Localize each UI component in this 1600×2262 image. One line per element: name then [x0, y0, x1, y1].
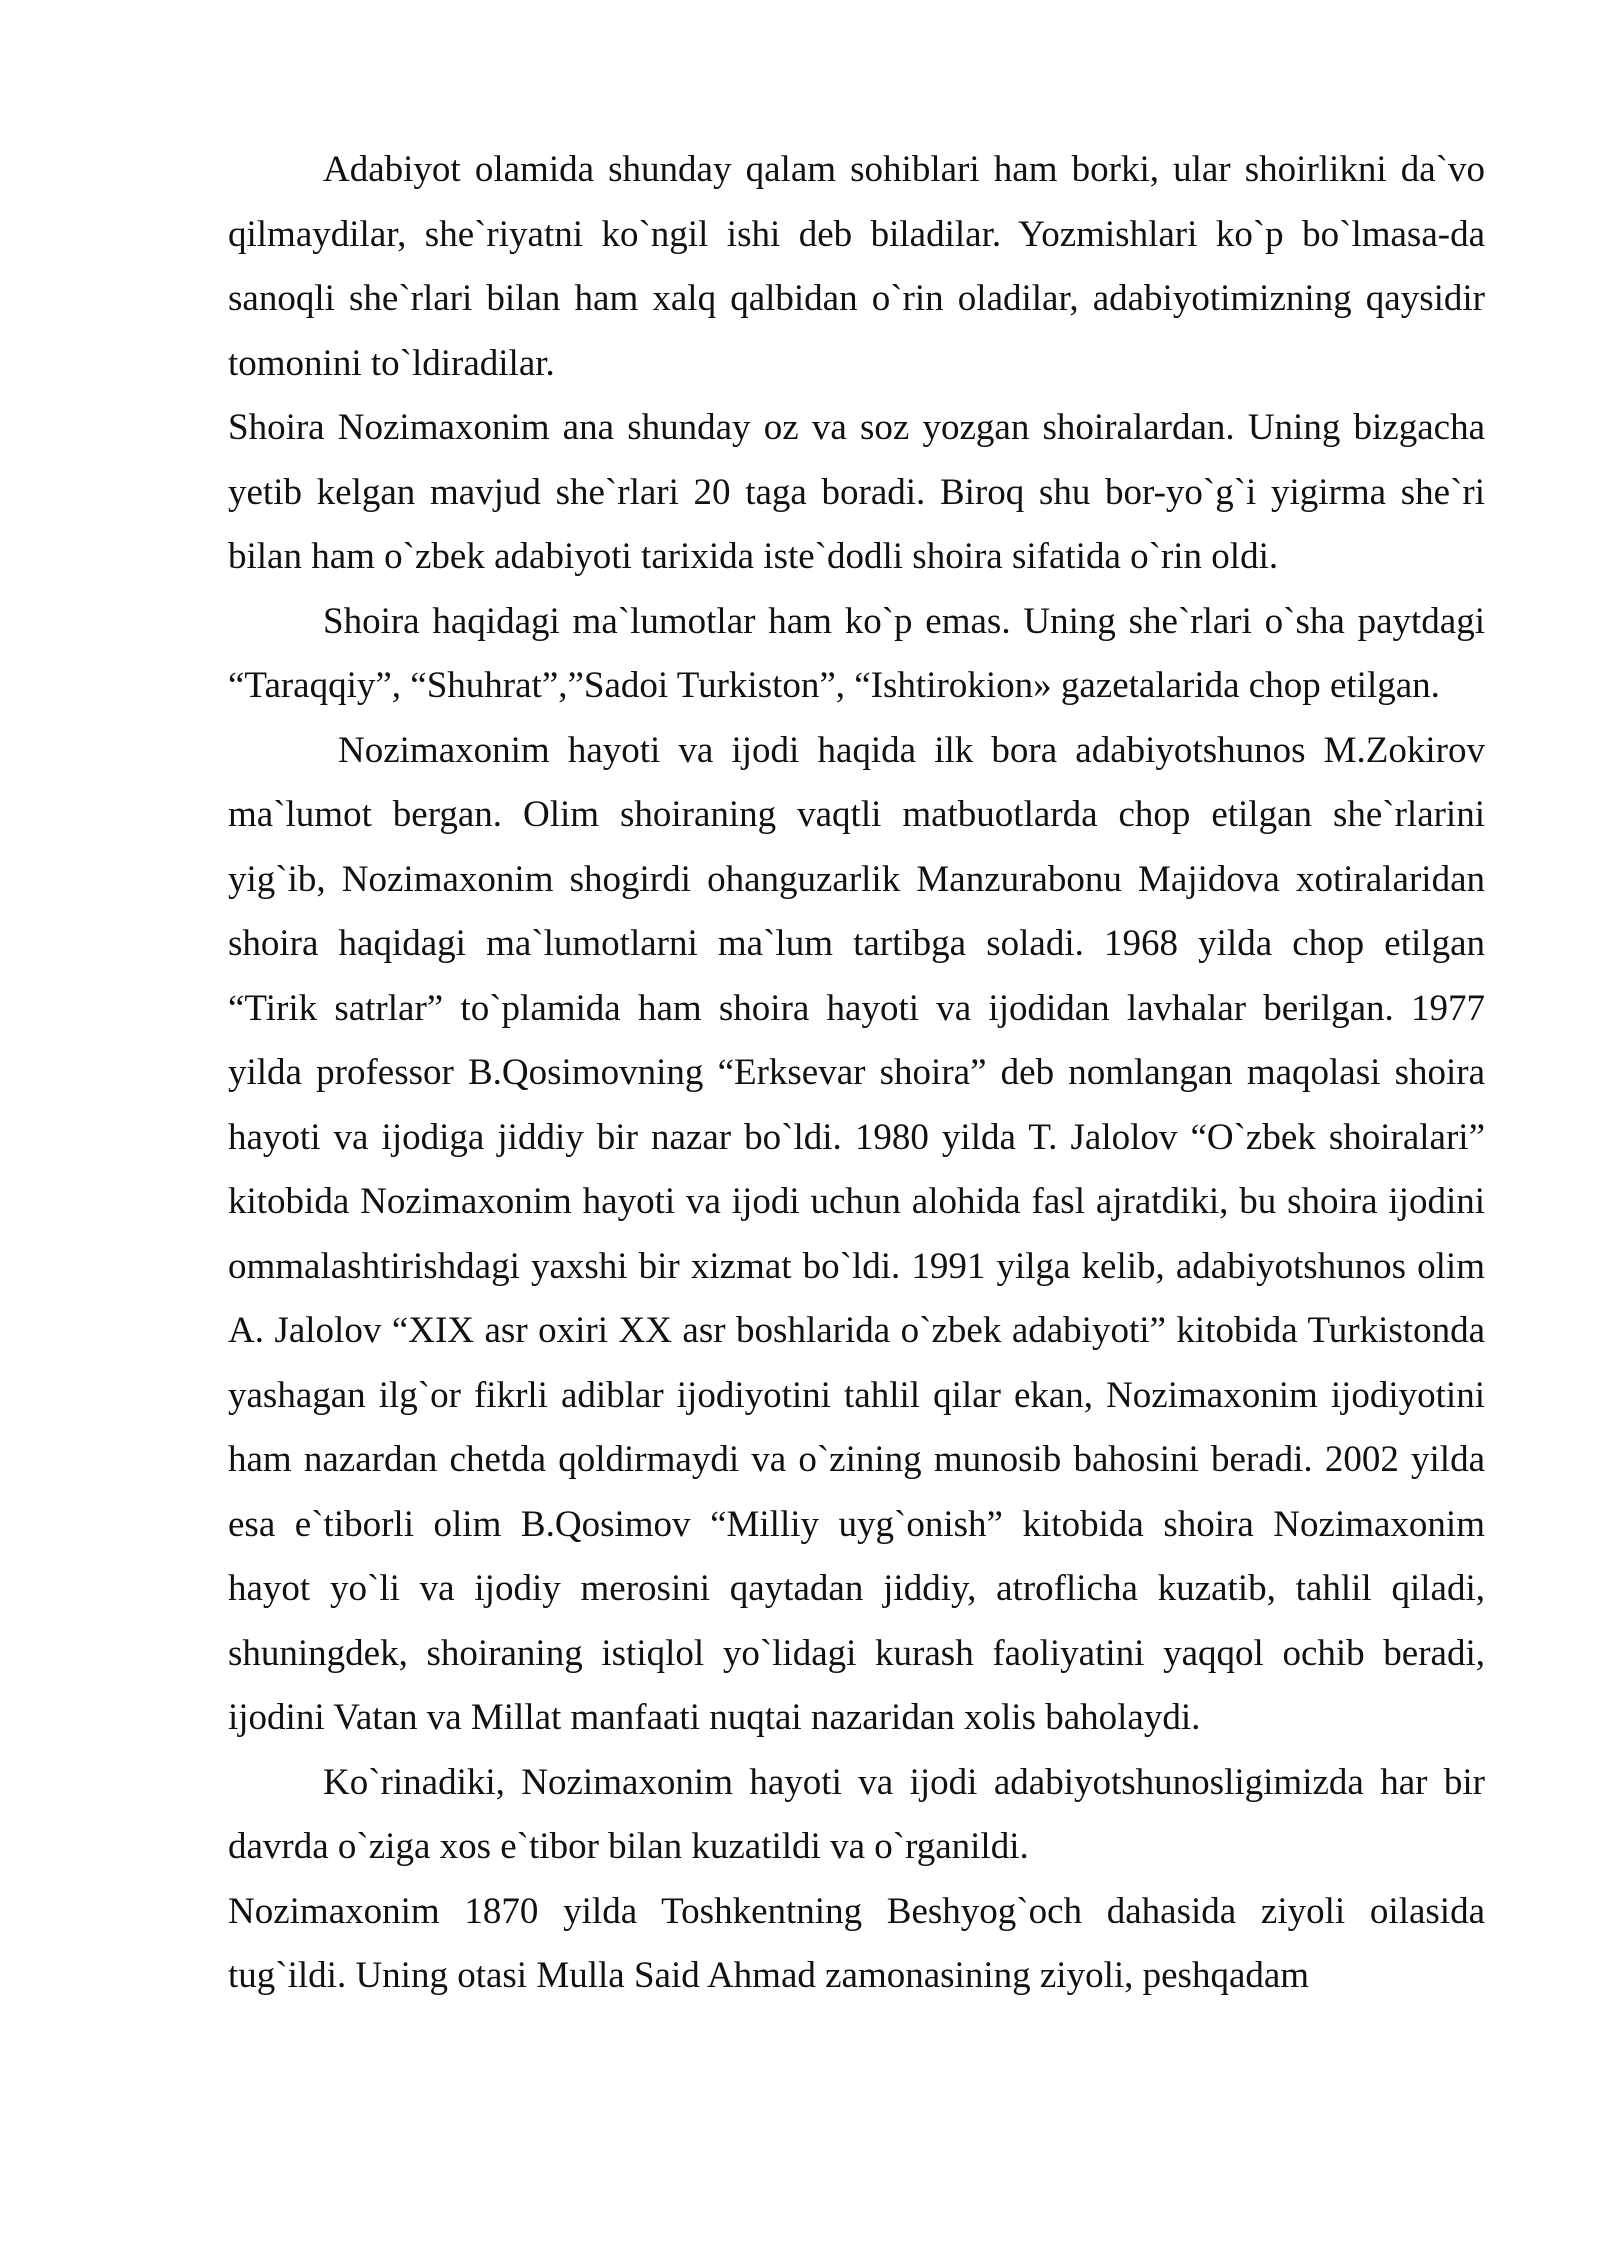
paragraph-poet-introduction: Shoira Nozimaxonim ana shunday oz va soz yozgan shoiralardan. Uning bizgacha yetib kelgan mavjud she`rlari 20 taga boradi. Biroq shu bor-yo`g`i yigirma she`ri bilan ham o`zbek adabiyoti tarixida iste`dodli shoira sifatida o`rin oldi. — [228, 407, 1485, 577]
paragraph-research-history: Nozimaxonim hayoti va ijodi haqida ilk bora adabiyotshunos M.Zokirov ma`lumot bergan. Olim shoiraning vaqtli matbuotlarda chop etilgan she`rlarini yig`ib, Nozimaxonim shogirdi ohanguzarlik Manzurabonu Majidova xotiralaridan shoira haqidagi ma`lumotlarni ma`lum tartibga soladi. 1968 yilda chop etilgan “Tirik satrlar” to`plamida ham shoira hayoti va ijodidan lavhalar berilgan. 1977 yilda professor B.Qosimovning “Erksevar shoira” deb nomlangan maqolasi shoira hayoti va ijodiga jiddiy bir nazar bo`ldi. 1980 yilda T. Jalolov “O`zbek shoiralari” kitobida Nozimaxonim hayoti va ijodi uchun alohida fasl ajratdiki, bu shoira ijodini ommalashtirishdagi yaxshi bir xizmat bo`ldi. 1991 yilga kelib, adabiyotshunos olim A. Jalolov “XIX asr oxiri XX asr boshlarida o`zbek adabiyoti” kitobida Turkistonda yashagan ilg`or fikrli adiblar ijodiyotini tahlil qilar ekan, Nozimaxonim ijodiyotini ham nazardan chetda qoldirmaydi va o`zining munosib bahosini beradi. 2002 yilda esa e`tiborli olim B.Qosimov “Milliy uyg`onish” kitobida shoira Nozimaxonim hayot yo`li va ijodiy merosini qaytadan jiddiy, atroflicha kuzatib, tahlil qiladi, shuningdek, shoiraning istiqlol yo`lidagi kurash faoliyatini yaqqol ochib beradi, ijodini Vatan va Millat manfaati nuqtai nazaridan xolis baholaydi. — [228, 729, 1485, 1738]
paragraph-literary-intro: Adabiyot olamida shunday qalam sohiblari ham borki, ular shoirlikni da`vo qilmaydilar, she`riyatni ko`ngil ishi deb biladilar. Yozmishlari ko`p bo`lmasa-da sanoqli she`rlari bilan ham xalq qalbidan o`rin oladilar, adabiyotimizning qaysidir tomonini to`ldiradilar. — [228, 149, 1485, 384]
document-page — [228, 138, 1485, 2009]
paragraph-newspapers: Shoira haqidagi ma`lumotlar ham ko`p emas. Uning she`rlari o`sha paytdagi “Taraqqiy”, “Shuhrat”,”Sadoi Turkiston”, “Ishtirokion» gazetalarida chop etilgan. — [228, 600, 1485, 706]
paragraph-biography-start: Nozimaxonim 1870 yilda Toshkentning Beshyog`och dahasida ziyoli oilasida tug`ildi. Uning otasi Mulla Said Ahmad zamonasining ziyoli, peshqadam — [228, 1890, 1485, 1996]
paragraph-conclusion: Ko`rinadiki, Nozimaxonim hayoti va ijodi adabiyotshunosligimizda har bir davrda o`ziga xos e`tibor bilan kuzatildi va o`rganildi. — [228, 1761, 1485, 1867]
